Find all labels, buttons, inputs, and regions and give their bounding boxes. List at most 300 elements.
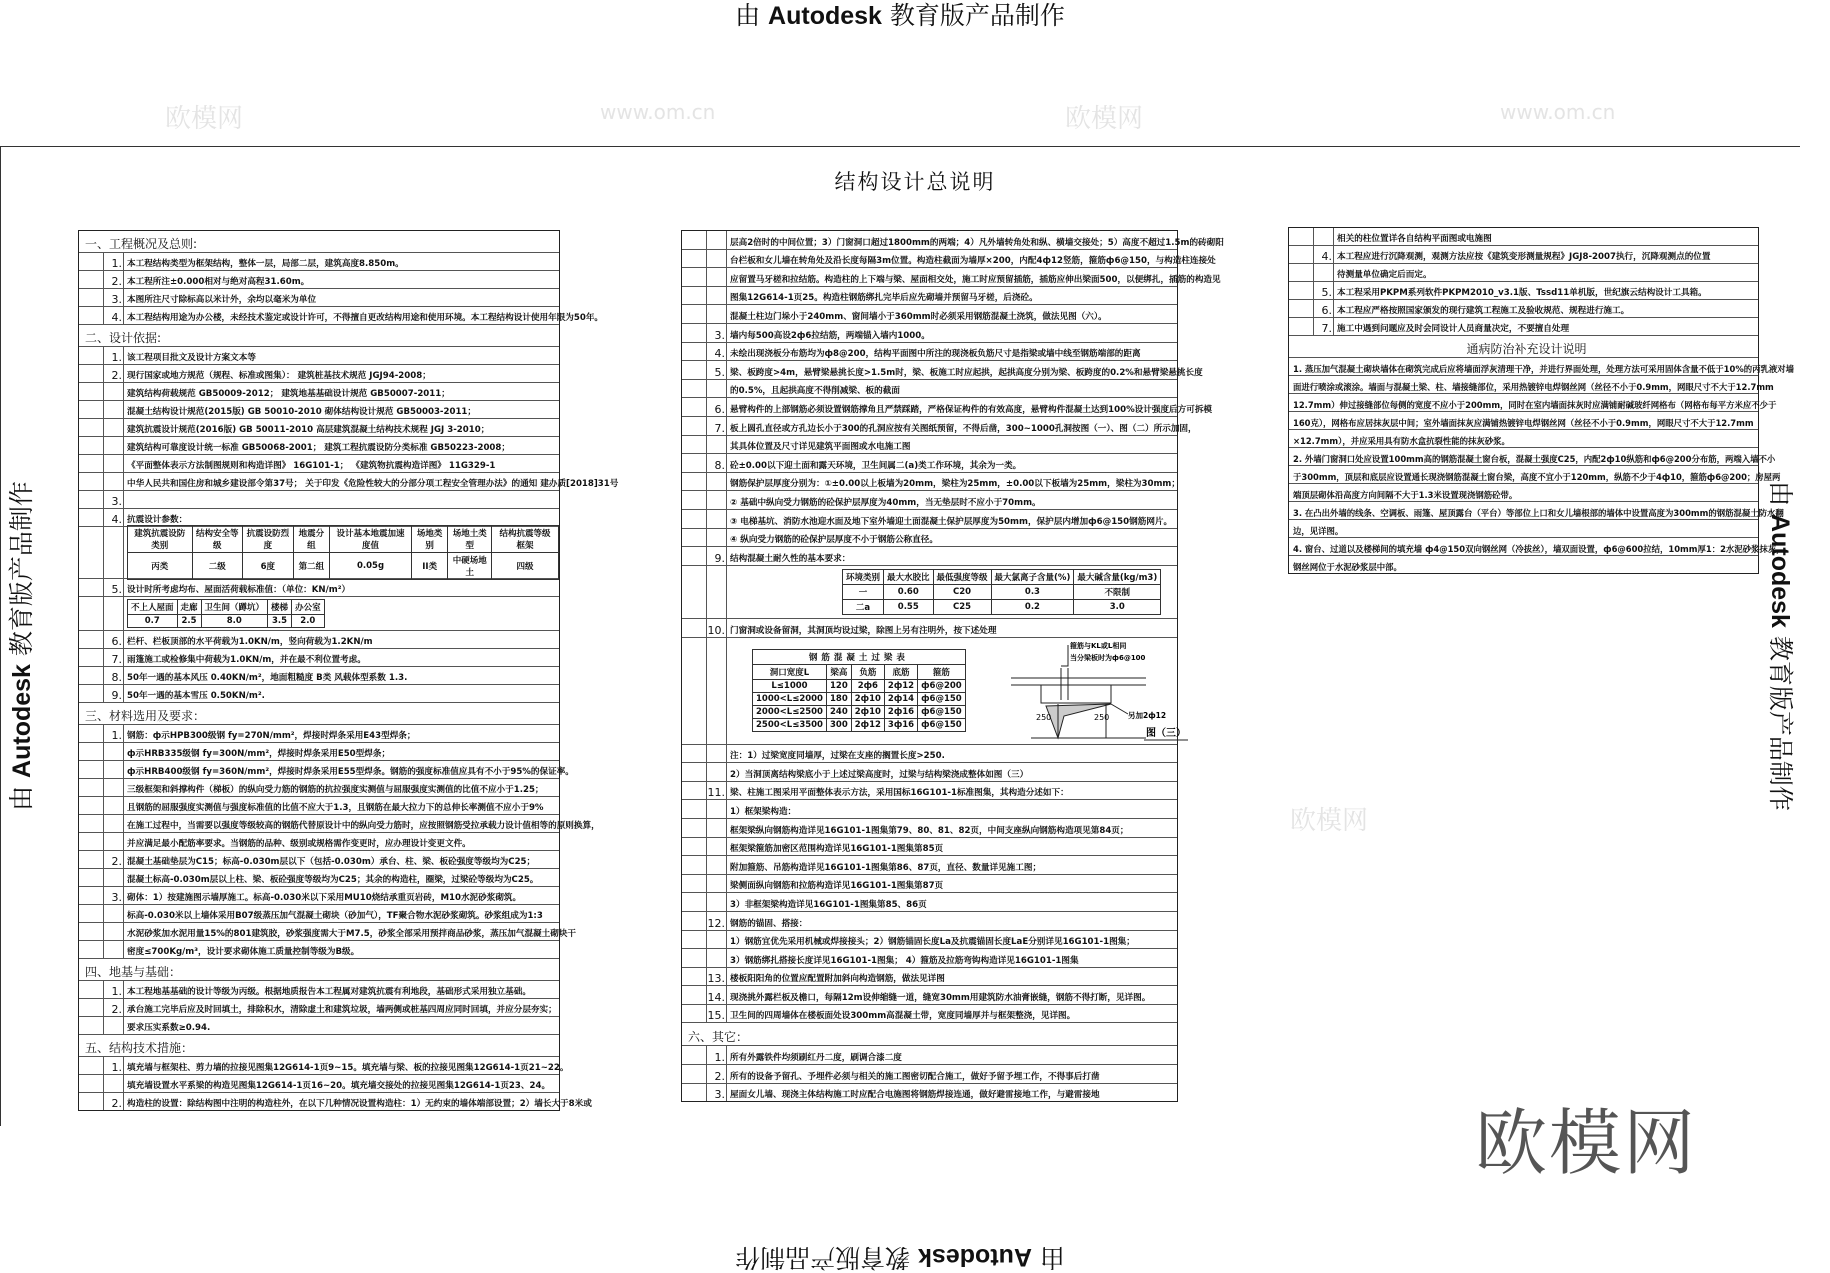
margin-column: [682, 968, 707, 986]
margin-column: [682, 838, 707, 856]
margin-column: [682, 1005, 707, 1023]
margin-column: [79, 579, 104, 596]
note-line: [682, 398, 1213, 417]
table-header-cell: 结构安全等级: [192, 525, 243, 552]
table-header-cell: 楼梯: [268, 599, 292, 614]
note-line: [79, 253, 559, 271]
item-number: [104, 419, 124, 436]
banner-suffix: 教育版产品制作: [735, 1243, 911, 1272]
note-line: [79, 649, 559, 667]
margin-column: [79, 307, 104, 324]
note-text: 水泥砂浆加水泥用量15%的801建筑胶，砂浆强度需大于M7.5，砂浆全部采用预拌商品砂浆，蒸压加气混凝土砌块干: [127, 928, 577, 939]
note-line: [682, 875, 1177, 894]
table-row: [753, 719, 966, 732]
banner-suffix: 教育版产品制作: [1766, 635, 1795, 811]
item-number: 4.: [104, 307, 124, 324]
note-line: [79, 437, 559, 455]
margin-column: [79, 253, 104, 270]
note-text: 建筑结构荷载规范 GB50009-2012； 建筑地基基础设计规范 GB50007-2011；: [127, 389, 450, 400]
margin-column: [79, 779, 104, 796]
margin-column: [79, 851, 104, 868]
margin-column: [682, 287, 707, 305]
margin-column: [682, 1065, 707, 1083]
note-text: 混凝土基础垫层为C15；标高-0.030m层以下（包括-0.030m）承台、柱、梁、板砼强度等级均为C25；: [127, 857, 536, 868]
margin-column: [682, 324, 707, 342]
note-line: [1289, 412, 1758, 430]
table-header-cell: 不上人屋面: [128, 599, 178, 614]
note-text: 梁侧面纵向钢筋和拉筋构造详见16G101-1图集第87页: [730, 881, 944, 892]
section-heading: 三、材料选用及要求：: [85, 709, 206, 724]
figure-note: 箍筋与KL或L相同: [1069, 642, 1127, 651]
note-text: 本工程应进行沉降观测，观测方法应按《建筑变形测量规程》JGJ8-2007执行，沉降观测点的位置: [1337, 252, 1711, 263]
note-text: 结构混凝土耐久性的基本要求：: [730, 553, 851, 564]
margin-column: [79, 1057, 104, 1074]
item-number: 3.: [104, 491, 124, 508]
note-text: 屋面女儿墙、现浇主体结构施工时应配合电施图将钢筋焊接连通，做好避雷接地工作，与避雷接地: [730, 1090, 1100, 1101]
item-number: 2.: [104, 999, 124, 1016]
watermark-url: www.om.cn: [600, 100, 716, 124]
banner-brand: Autodesk: [918, 1243, 1032, 1271]
note-line: [682, 287, 1177, 306]
note-line: [682, 1084, 1177, 1102]
margin-column: [682, 638, 707, 744]
table-row-container: [682, 638, 1186, 745]
item-number: [707, 931, 727, 949]
note-line: [1289, 502, 1784, 520]
item-number: [104, 815, 124, 832]
note-line: [682, 305, 1177, 324]
note-line: [682, 361, 1203, 380]
item-number: [104, 923, 124, 940]
item-number: [104, 869, 124, 886]
note-line: [79, 743, 559, 761]
note-text: 于300mm，顶层和底层应设置通长现浇钢筋混凝土窗台梁，高度不宜小于120mm，纵筋不少于4ф10，箍筋ф6@200；房屋两: [1293, 471, 1781, 482]
table-cell: ф6@150: [918, 706, 966, 719]
note-text: 钢筋保护层厚度分别为：①±0.00以上板墙为20mm，梁柱为25mm，±0.00以下板墙为25mm，梁柱为30mm；: [730, 479, 1180, 490]
table-row: [128, 552, 559, 579]
table-cell: 2ф10: [851, 706, 884, 719]
table-title-row: [753, 650, 966, 665]
item-number: 12.: [707, 912, 727, 930]
note-line: [682, 782, 1177, 801]
margin-column: [682, 250, 707, 268]
note-text: 建筑抗震设计规范(2016版) GB 50011-2010 高层建筑混凝土结构技术规程 JGJ 3-2010；: [127, 424, 490, 435]
note-text: ф示HRB335级钢 fy=300N/mm²，焊接时焊条采用E50型焊条；: [127, 749, 391, 760]
note-text: 混凝土标高-0.030m层以上柱、梁、板砼强度等级均为C25；其余的构造柱，圈梁，过梁砼等级均为C25。: [127, 875, 539, 886]
item-number: 3.: [104, 887, 124, 904]
item-number: [707, 380, 727, 398]
table-cell: ф6@200: [918, 680, 966, 693]
table-cell: 一: [843, 585, 884, 600]
margin-column: [79, 649, 104, 666]
item-number: [707, 949, 727, 967]
note-text: 4. 窗台、过道以及楼梯间的填充墙 ф4@150双向钢丝网（冷拔丝），墙双面设置，ф6@600拉结，10mm厚1：2水泥砂浆抹灰，: [1293, 543, 1785, 554]
watermark-url: www.om.cn: [1500, 100, 1616, 124]
margin-column: [79, 743, 104, 760]
note-text: 梁、柱施工图采用平面整体表示方法，采用国标16G101-1标准图集，其构造分述如下：: [730, 788, 1069, 799]
note-line: [79, 473, 619, 491]
section-heading-row: [682, 1023, 1177, 1046]
item-number: 1.: [104, 1057, 124, 1074]
note-line: [682, 491, 1177, 510]
item-number: 8.: [104, 667, 124, 684]
note-text: 2. 外墙门窗洞口处应设置100mm高的钢筋混凝土窗台板，混凝土强度C25，内配2ф10纵筋和ф6@200分布筋，两端入墙不小: [1293, 453, 1776, 464]
table-cell: 2500<L≤3500: [753, 719, 827, 732]
table-cell: L≤1000: [753, 680, 827, 693]
note-text: 在施工过程中，当需要以强度等级较高的钢筋代替原设计中的纵向受力筋时，应按照钢筋受拉承载力设计值相等的原则换算，: [127, 821, 600, 832]
table-row: [753, 706, 966, 719]
note-line: [682, 529, 1177, 548]
item-number: [104, 833, 124, 850]
table-header-row: [843, 570, 1161, 585]
margin-column: [79, 271, 104, 288]
item-number: [104, 383, 124, 400]
note-text: 施工中遇到问题应及时会同设计人员商量决定，不要擅自处理: [1337, 324, 1570, 335]
section-heading-row: [79, 703, 559, 725]
item-number: [104, 401, 124, 418]
note-line: [682, 968, 1177, 987]
watermark-logo: 欧模网: [1065, 104, 1144, 134]
note-line: [682, 1046, 1177, 1065]
table-cell: 3ф16: [884, 719, 917, 732]
note-text: 墙内每500高设2ф6拉结筋，两端锚入墙内1000。: [730, 330, 930, 341]
table-cell: 0.55: [884, 600, 934, 615]
item-number: [707, 566, 727, 619]
note-line: [682, 268, 1221, 287]
item-number: [104, 743, 124, 760]
table-header-cell: 办公室: [292, 599, 325, 614]
table-header-cell: 最大碱含量(kg/m3): [1074, 570, 1161, 585]
note-text: 层高2倍时的中间位置；3）门窗洞口超过1800mm的两端；4）凡外墙转角处和纵、横墙交接处；5）高度不超过1.5m的砖砌阳: [730, 237, 1224, 248]
margin-column: [682, 1046, 707, 1064]
margin-column: [1289, 282, 1314, 299]
note-line: [1289, 394, 1777, 412]
margin-column: [682, 380, 707, 398]
item-number: 1.: [104, 725, 124, 742]
table-cell: 8.0: [201, 614, 268, 627]
margin-column: [79, 509, 104, 526]
note-line: [79, 797, 559, 815]
margin-column: [1289, 300, 1314, 317]
note-line: [79, 307, 604, 325]
note-text: 12.7mm）伸过接缝部位每侧的宽度不应小于200mm，同时在室内墙面抹灰时应满铺耐碱玻纤网格布（网格布每平方米应不少于: [1293, 399, 1777, 410]
margin-column: [79, 905, 104, 922]
note-text: 框架梁纵向钢筋构造详见16G101-1图集第79、80、81、82页，中间支座纵向钢筋构造项见第84页；: [730, 825, 1129, 836]
note-text: 50年一遇的基本风压 0.40KN/m²，地面粗糙度 B类 风载体型系数 1.3.: [127, 673, 408, 684]
note-text: 其具体位置及尺寸详见建筑平面图或水电施工图: [730, 442, 911, 453]
margin-column: [682, 343, 707, 361]
note-line: [79, 999, 559, 1017]
item-number: [104, 779, 124, 796]
table-cell: 2ф12: [851, 719, 884, 732]
note-line: [79, 1057, 569, 1075]
margin-column: [682, 473, 707, 491]
item-number: 9.: [707, 547, 727, 565]
item-number: [707, 856, 727, 874]
dimension-label: 250: [1093, 713, 1109, 723]
note-text: 本工程结构类型为框架结构，整体一层，局部二层，建筑高度8.850m。: [127, 259, 404, 270]
note-text: 待测量单位确定后而定。: [1337, 270, 1432, 281]
item-number: [707, 473, 727, 491]
item-number: [104, 437, 124, 454]
margin-column: [79, 491, 104, 508]
item-number: 14.: [707, 986, 727, 1004]
note-line: [682, 510, 1177, 529]
note-text: 本图所注尺寸除标高以米计外，余均以毫米为单位: [127, 295, 317, 306]
note-text: 面进行喷涂或滚涂。墙面与混凝土梁、柱、墙接缝部位，采用热镀锌电焊钢丝网（丝径不小于0.9mm，网眼尺寸不大于12.7mm: [1293, 381, 1774, 392]
drawing-border-left: [0, 146, 1, 1126]
note-text: 本工程采用PKPM系列软件PKPM2010_v3.1版、Tssd11单机版，世纪旗云结构设计工具箱。: [1337, 288, 1707, 299]
note-line: [1289, 538, 1785, 556]
note-text: 台栏板和女儿墙在转角处及沿长度每隔3m位置。构造柱截面为墙厚×200，内配4ф12竖筋，箍筋ф6@150，与构造柱连接处: [730, 256, 1216, 267]
seismic-table: [127, 525, 559, 580]
margin-column: [682, 763, 707, 781]
table-header-cell: 场地类别: [411, 525, 448, 552]
note-line: [682, 436, 1177, 455]
table-header-cell: 梁高: [826, 665, 851, 680]
note-line: [682, 547, 1177, 566]
note-line: [682, 986, 1177, 1005]
note-line: [682, 763, 1177, 782]
watermark-logo-large: 欧模网: [1475, 1101, 1698, 1185]
note-line: [682, 324, 1177, 343]
note-text: 1）钢筋宜优先采用机械或焊接接头；2）钢筋锚固长度La及抗震锚固长度LaE分别详见16G101-1图集；: [730, 937, 1135, 948]
margin-column: [682, 231, 707, 249]
table-cell: 0.05g: [330, 552, 412, 579]
note-line: [682, 380, 1177, 399]
table-container: [124, 597, 559, 631]
note-line: [1289, 358, 1794, 376]
item-number: [707, 819, 727, 837]
table-header-cell: 抗震设防烈度: [243, 525, 294, 552]
table-row: [753, 680, 966, 693]
note-line: [79, 981, 559, 999]
table-cell: 2ф14: [884, 693, 917, 706]
item-number: [104, 597, 124, 631]
margin-column: [79, 685, 104, 702]
note-text: 3）钢筋绑扎搭接长度详见16G101-1图集； 4）箍筋及拉筋弯钩构造详见16G101-1图集: [730, 955, 1079, 966]
note-line: [682, 893, 1177, 912]
note-text: 梁、板跨度>4m，悬臂梁悬挑长度>1.5m时，梁、板施工时应起拱，起拱高度分别为梁、板跨度的0.2%和悬臂梁悬挑长度: [730, 367, 1203, 378]
margin-column: [79, 1075, 104, 1092]
note-line: [79, 419, 559, 437]
note-line: [79, 923, 577, 941]
item-number: [104, 473, 124, 490]
note-text: 图集12G614-1页25。构造柱钢筋绑扎完毕后应先砌墙并预留马牙槎，后浇砼。: [730, 293, 1038, 304]
note-line: [682, 819, 1177, 838]
note-line: [79, 851, 559, 869]
table-header-cell: 设计基本地震加速度值: [330, 525, 412, 552]
margin-column: [79, 597, 104, 631]
margin-column: [682, 547, 707, 565]
item-number: 7.: [104, 649, 124, 666]
table-cell: 二级: [192, 552, 243, 579]
note-line: [682, 1065, 1177, 1084]
table-header-cell: 卫生间（蹲坑）: [201, 599, 268, 614]
margin-column: [682, 1084, 707, 1102]
note-line: [1289, 484, 1758, 502]
note-line: [682, 343, 1177, 362]
banner-suffix: 教育版产品制作: [7, 481, 36, 657]
banner-prefix: 由: [7, 785, 36, 811]
table-cell: 6度: [243, 552, 294, 579]
item-number: 1.: [104, 981, 124, 998]
item-number: 2.: [104, 851, 124, 868]
note-line: [1289, 556, 1758, 573]
table-header-cell: 最大氯离子含量(%): [991, 570, 1074, 585]
item-number: 4.: [707, 343, 727, 361]
table-header-row: [128, 599, 325, 614]
item-number: 2.: [104, 271, 124, 288]
item-number: [104, 455, 124, 472]
durability-table: [842, 569, 1161, 615]
leader-line: [1111, 704, 1128, 714]
leader-line: [1061, 645, 1068, 666]
table-header-cell: 地震分组: [293, 525, 330, 552]
margin-column: [79, 761, 104, 778]
note-text: 门窗洞或设备留洞，其洞顶均设过梁，除图上另有注明外，按下述处理: [730, 626, 997, 637]
item-number: [707, 875, 727, 893]
note-line: [79, 905, 559, 923]
figure-note: 当分梁板时为ф6@100: [1069, 654, 1146, 663]
note-text: 注：1）过梁宽度同墙厚，过梁在支座的搁置长度>250.: [730, 751, 945, 762]
table-cell: 0.60: [884, 585, 934, 600]
margin-column: [79, 437, 104, 454]
table-cell: 2.5: [177, 614, 201, 627]
note-text: ×12.7mm），并应采用具有防水盒抗裂性能的抹灰砂浆。: [1293, 435, 1510, 446]
margin-column: [682, 417, 707, 435]
note-line: [79, 1017, 559, 1035]
note-text: 现行国家或地方规范（规程、标准或图集）： 建筑桩基技术规范 JGJ94-2008；: [127, 371, 431, 382]
margin-column: [79, 1093, 104, 1110]
margin-column: [682, 949, 707, 967]
figure-note: 另加2ф12: [1127, 711, 1166, 721]
autodesk-banner-bottom: [0, 1241, 1800, 1273]
note-line: [79, 761, 574, 779]
note-text: 建筑结构可靠度设计统一标准 GB50068-2001； 建筑工程抗震设防分类标准 GB50223-2008；: [127, 442, 510, 453]
item-number: [707, 305, 727, 323]
note-text: ② 基础中纵向受力钢筋的砼保护层厚度为40mm，当无垫层时不应小于70mm。: [730, 497, 1041, 508]
note-line: [79, 869, 559, 887]
margin-column: [79, 999, 104, 1016]
margin-column: [682, 856, 707, 874]
item-number: 7.: [1314, 318, 1334, 335]
margin-column: [79, 725, 104, 742]
table-container: [727, 638, 1196, 744]
margin-column: [682, 782, 707, 800]
margin-column: [79, 289, 104, 306]
note-text: 填充墙与框架柱、剪力墙的拉接见图集12G614-1页9~15。填充墙与梁、板的拉接见图集12G614-1页21~22。: [127, 1063, 569, 1074]
section-heading-row: [79, 1035, 559, 1057]
table-cell: 丙类: [128, 552, 193, 579]
table-cell: 3.0: [1074, 600, 1161, 615]
item-number: 5.: [1314, 282, 1334, 299]
banner-prefix: 由: [1766, 481, 1795, 507]
table-cell: 二a: [843, 600, 884, 615]
margin-column: [1289, 246, 1314, 263]
note-text: ④ 纵向受力钢筋的砼保护层厚度不小于钢筋公称直径。: [730, 535, 938, 546]
margin-column: [79, 347, 104, 364]
margin-column: [682, 619, 707, 637]
banner-prefix: 由: [735, 1, 761, 30]
table-cell: ф6@150: [918, 693, 966, 706]
note-text: 承台施工完毕后应及时回填土，排除积水，清除虚土和建筑垃圾，墙两侧或桩基四周应同时回填，并应分层夯实；: [127, 1004, 557, 1015]
notes-panel-left: [78, 230, 619, 1111]
table-container: [124, 527, 559, 578]
note-text: 边，见详图。: [1293, 525, 1344, 536]
table-cell: 中硬场地土: [448, 552, 492, 579]
note-line: [1289, 300, 1758, 318]
item-number: [104, 905, 124, 922]
note-line: [1289, 318, 1758, 336]
section-heading-row: [79, 231, 559, 253]
item-number: [104, 761, 124, 778]
margin-column: [682, 819, 707, 837]
margin-column: [79, 667, 104, 684]
item-number: [707, 638, 727, 744]
note-line: [79, 289, 559, 307]
margin-column: [682, 745, 707, 763]
margin-column: [79, 631, 104, 648]
note-line: [682, 745, 1177, 764]
note-text: 2）当洞顶离结构梁底小于上述过梁高度时，过梁与结构梁浇成整体如图（三）: [730, 769, 1029, 780]
note-text: 该工程项目批文及设计方案文本等: [127, 353, 256, 364]
table-cell: 不限制: [1074, 585, 1161, 600]
section-heading: 二、设计依据:: [85, 331, 162, 346]
table-title: 钢筋混凝土过梁表: [753, 650, 966, 665]
note-line: [682, 473, 1180, 492]
live-load-table: [127, 599, 325, 628]
note-line: [1289, 430, 1758, 448]
panel-subtitle: 通病防治补充设计说明: [1466, 341, 1587, 356]
note-line: [682, 931, 1177, 950]
item-number: [707, 529, 727, 547]
note-text: 3）非框架梁构造详见16G101-1图集第85、86页: [730, 899, 927, 910]
table-header-cell: 环境类别: [843, 570, 884, 585]
item-number: [707, 491, 727, 509]
note-text: 悬臂构件的上部钢筋必须设置钢筋撑角且严禁踩踏，严格保证构件的有效高度，悬臂构件混凝土达到100%设计强度后方可拆模: [730, 404, 1213, 415]
item-number: [104, 1017, 124, 1034]
note-line: [79, 401, 559, 419]
table-header-row: [128, 525, 559, 552]
margin-column: [79, 923, 104, 940]
item-number: [707, 800, 727, 818]
note-text: 的0.5%，且起拱高度不得削减梁、板的截面: [730, 386, 900, 397]
section-heading: 五、结构技术措施：: [85, 1041, 194, 1056]
margin-column: [79, 833, 104, 850]
table-header-cell: 最低强度等级: [933, 570, 991, 585]
item-number: [104, 797, 124, 814]
note-line: [79, 579, 559, 597]
banner-brand: Autodesk: [1766, 514, 1794, 628]
margin-column: [682, 268, 707, 286]
table-cell: 2ф10: [851, 693, 884, 706]
banner-brand: Autodesk: [8, 664, 36, 778]
table-row-container: [682, 566, 1177, 620]
item-number: 2.: [104, 1093, 124, 1110]
autodesk-banner-top: [0, 0, 1800, 32]
subtitle-row: [1289, 336, 1758, 357]
item-number: [707, 231, 727, 249]
item-number: [707, 436, 727, 454]
note-line: [79, 685, 559, 703]
note-line: [682, 856, 1177, 875]
note-line: [79, 725, 559, 743]
note-line: [1289, 466, 1781, 484]
note-line: [79, 887, 559, 905]
section-heading-row: [79, 959, 559, 981]
note-line: [79, 365, 559, 383]
